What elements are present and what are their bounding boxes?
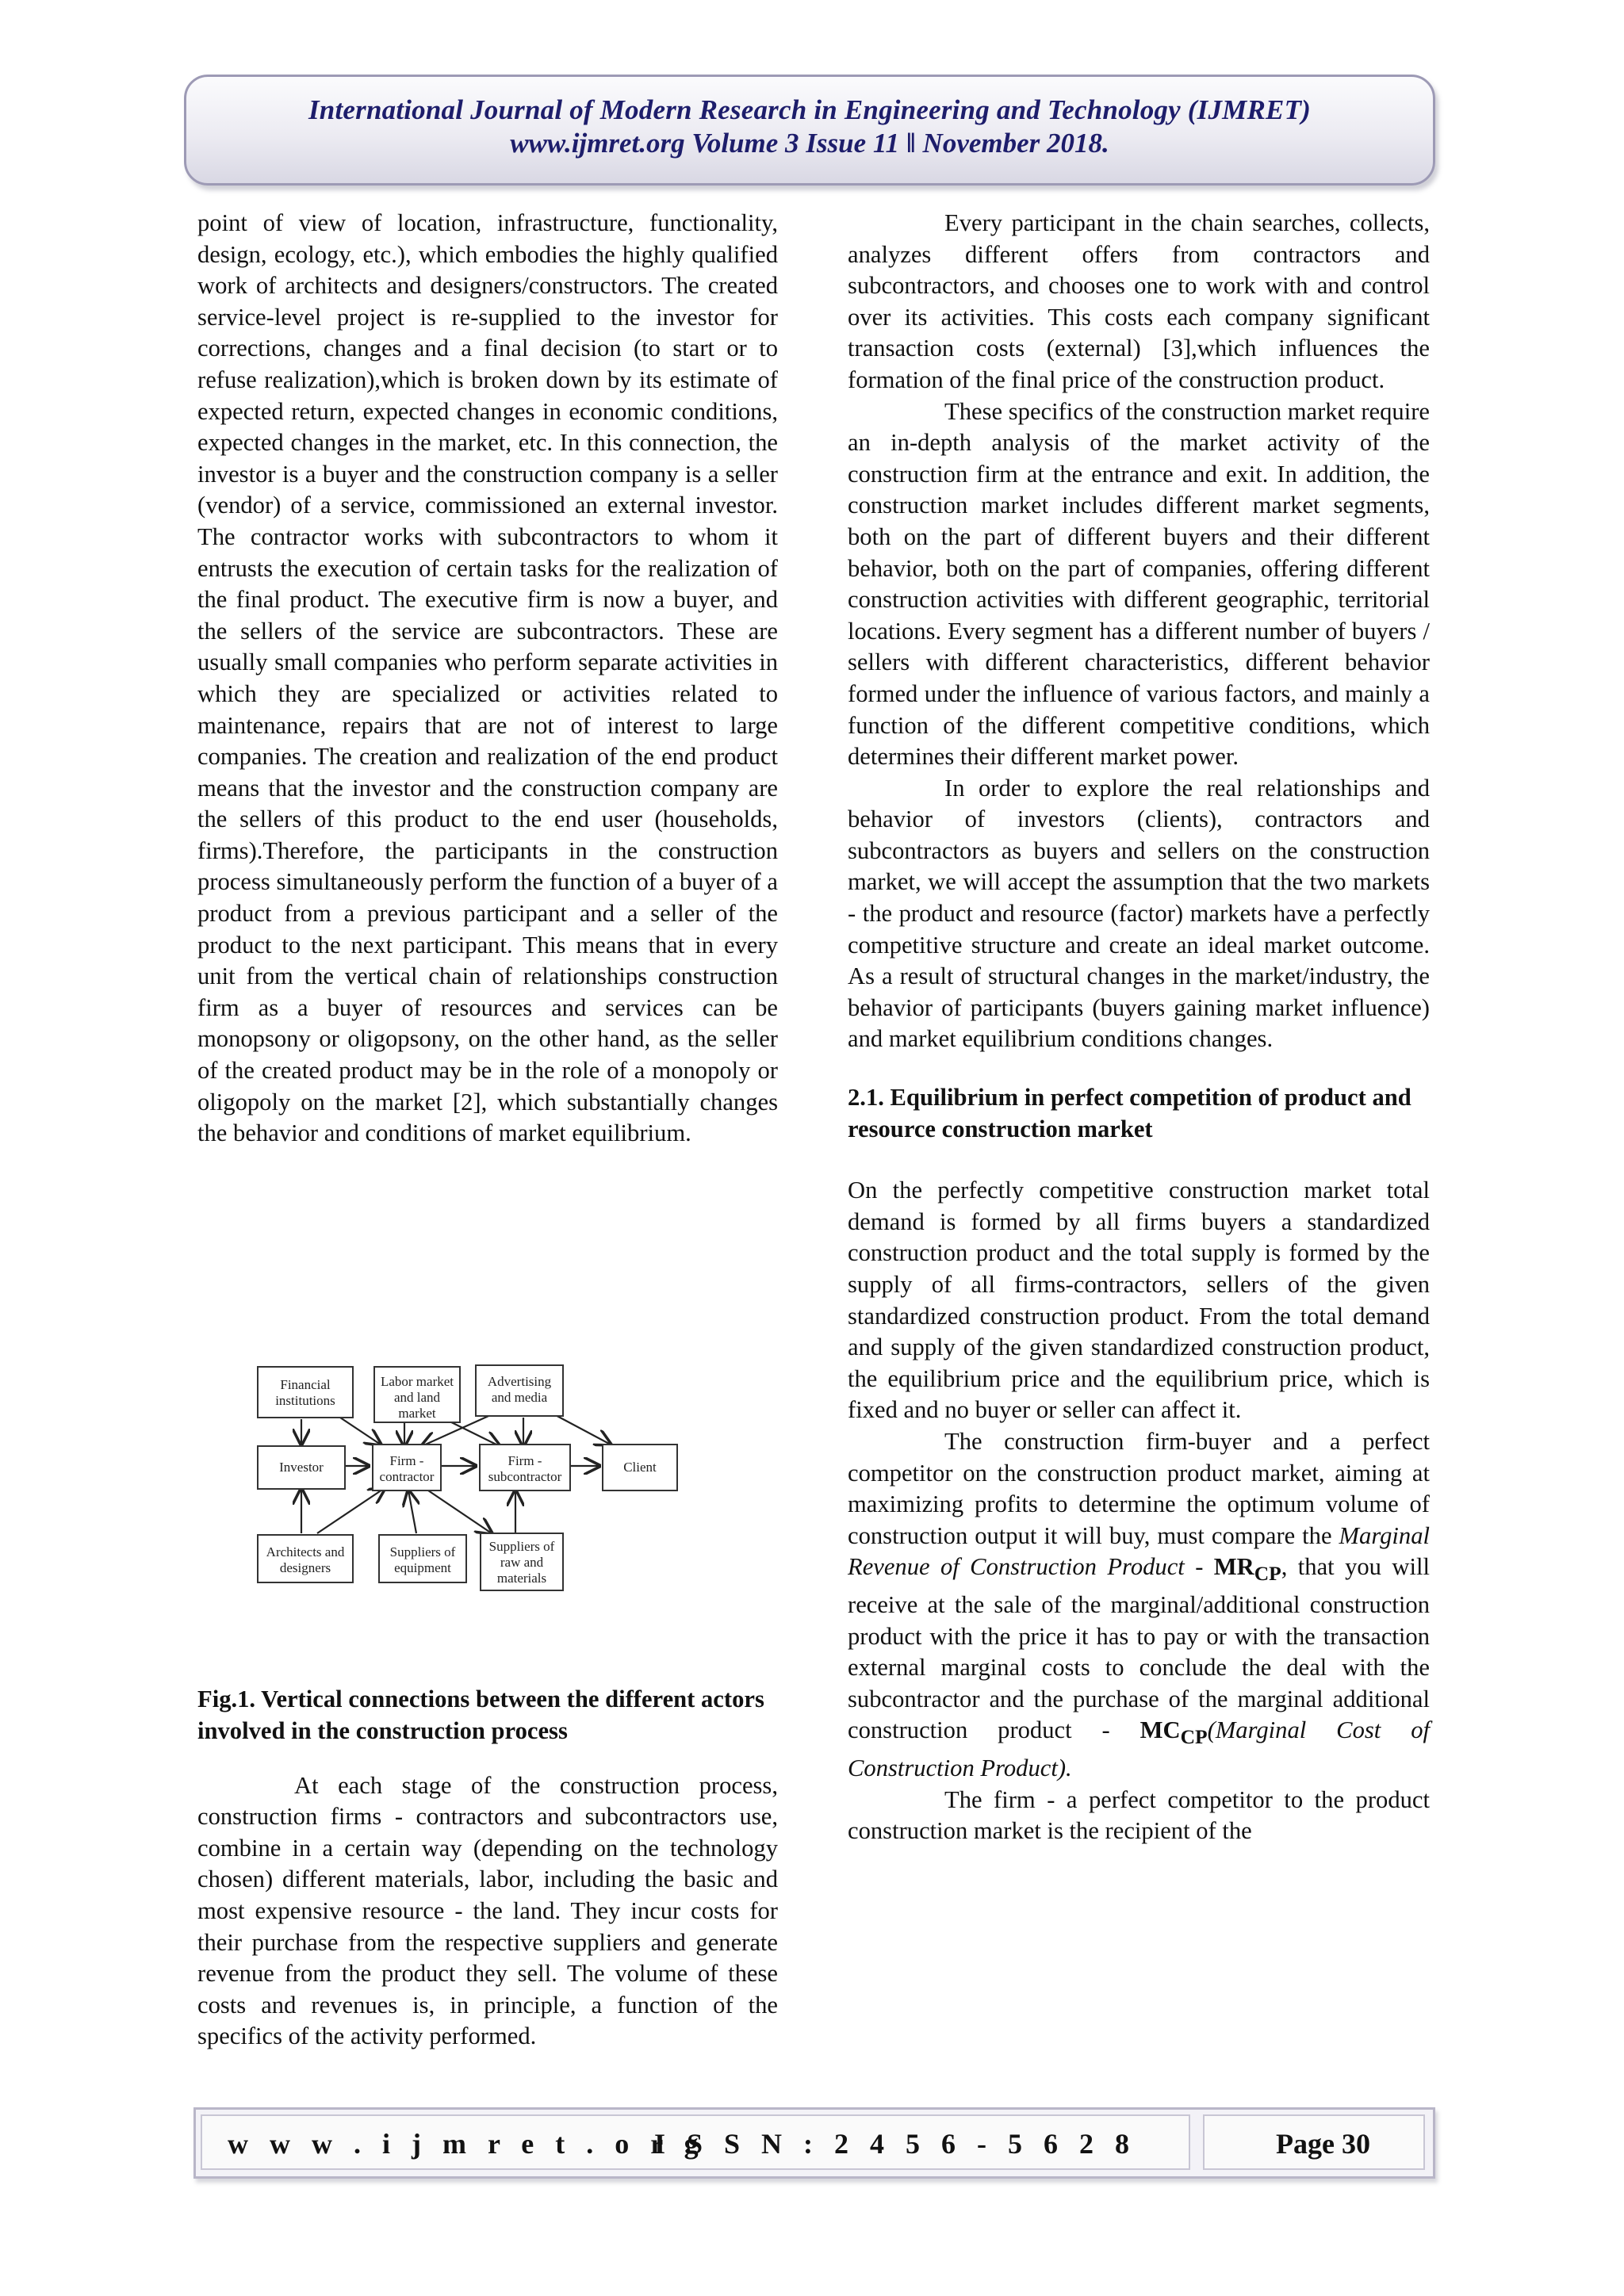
page-number: Page 30 bbox=[1276, 2128, 1370, 2160]
arrow-architects-contractor bbox=[317, 1488, 385, 1533]
arrow-equipment-contractor bbox=[408, 1490, 416, 1533]
box-label: market bbox=[398, 1406, 436, 1421]
box-suppliers-equipment bbox=[379, 1535, 466, 1582]
term-mc: (Marginal Cost of Construction Product). bbox=[848, 1716, 1430, 1782]
box-label: Suppliers of bbox=[389, 1544, 456, 1559]
box-firm-subcontractor bbox=[480, 1445, 570, 1490]
paragraph-marginal bbox=[848, 1426, 1430, 1785]
box-label: and land bbox=[393, 1390, 441, 1405]
paragraph: At each stage of the construction process, construction firms - contractors and subcontractors use, combine in a certain way (depending on the technology chosen) different materials, labor, including the basic and most expensive resource - the land. They incur costs for their purchase from the respective suppliers and generate revenue from the product they sell. The volume of these costs and revenues is, in principle, a function of the specifics of the activity performed. bbox=[197, 1771, 778, 2050]
text: , that you will receive at the sale of the marginal/additional construction product with the price it has to pay or with the transaction external marginal costs to conclude the deal with the subcontractor and the purchase of the marginal additional construction product - bbox=[848, 1553, 1430, 1744]
box-label: institutions bbox=[275, 1393, 335, 1408]
box-label: Labor market bbox=[380, 1374, 454, 1389]
box-label: Suppliers of bbox=[488, 1539, 555, 1554]
journal-header bbox=[184, 75, 1435, 186]
box-label: Advertising bbox=[487, 1374, 552, 1389]
paragraph: point of view of location, infrastructure, functionality, design, ecology, etc.), which embodies the highly qualified work of architects and designers/constructors. The created service-level project is re-supplied to the investor for corrections, changes and a final decision (to start or to refuse realization),which is broken down by its estimate of expected return, expected changes in economic conditions, expected changes in the market, etc. In this connection, the investor is a buyer and the construction company is a seller (vendor) of a service, commissioned an external investor. The contractor works with subcontractors to whom it entrusts the execution of certain tasks for the realization of the final product. The executive firm is now a buyer, and the sellers of the service are subcontractors. These are usually small companies who perform separate activities in which they are specialized or activities related to maintenance, repairs that are not of interest to large companies. The creation and realization of the end product means that the investor and the construction company are the sellers of this product to the end user (households, firms).Therefore, the participants in the construction process simultaneously perform the function of a buyer of a product from a previous participant and a seller of the product to the next participant. This means that in every unit from the vertical chain of relationships construction firm as a buyer of resources and services can be monopsony or oligopsony, on the other hand, as the seller of the created product may be in the role of a monopoly or oligopoly on the market [2], which substantially changes the behavior and conditions of market equilibrium. bbox=[197, 209, 778, 1147]
arrow-advertising-client bbox=[551, 1413, 611, 1445]
box-label: raw and bbox=[500, 1555, 544, 1570]
paragraph: The firm - a perfect competitor to the product construction market is the recipient of the bbox=[848, 1785, 1430, 1845]
box-labor-market bbox=[374, 1367, 460, 1422]
arrow-contractor-materials bbox=[428, 1490, 492, 1533]
box-label: Architects and bbox=[266, 1544, 345, 1559]
left-column-bottom bbox=[197, 1746, 778, 2077]
paragraph: Every participant in the chain searches, collects, analyzes different offers from contractors and subcontractors, and chooses one to work with and control over its activities. This costs each company significant transaction costs (external) [3],which influences the formation of the final price of the construction product. bbox=[848, 209, 1430, 393]
symbol-sub: CP bbox=[1180, 1725, 1208, 1749]
paragraph: On the perfectly competitive construction market total demand is formed by all firms buyers a standardized construction product and the total supply is formed by the supply of all firms-contractors, sellers of the given standardized construction product. From the total demand and supply of the given standardized construction product, the equilibrium price and the equilibrium price, which is fixed and no buyer or seller can affect it. bbox=[848, 1177, 1430, 1424]
paragraph: These specifics of the construction market require an in-depth analysis of the market activity of the construction firm at the entrance and exit. In addition, the construction market includes different market segments, both on the part of different buyers and their different behavior, both on the part of companies, offering different construction activities with different geographic, territorial locations. Every segment has a different number of buyers / sellers with different characteristics, different behavior formed under the influence of various factors, and mainly a function of the different competitive conditions, which determines their different market power. bbox=[848, 397, 1430, 771]
box-architects-designers bbox=[258, 1535, 353, 1582]
box-label: subcontractor bbox=[488, 1469, 562, 1484]
box-label: and media bbox=[491, 1390, 548, 1405]
text: - bbox=[1184, 1553, 1214, 1581]
box-label: Financial bbox=[280, 1377, 331, 1392]
box-client bbox=[603, 1445, 677, 1490]
text: The construction firm-buyer and a perfect competitor on the construction product market, aiming at maximizing profits to determine the optimum volume of construction output it will buy, must compare the bbox=[848, 1427, 1430, 1549]
right-column bbox=[848, 208, 1430, 1847]
page-footer bbox=[193, 2107, 1435, 2179]
box-label: Investor bbox=[279, 1460, 324, 1475]
box-label: materials bbox=[496, 1571, 547, 1586]
footer-url: w w w . i j m r e t . o r g bbox=[228, 2128, 706, 2160]
symbol-sub: CP bbox=[1254, 1562, 1281, 1586]
figure-vertical-connections bbox=[238, 1326, 714, 1674]
footer-right-panel bbox=[1203, 2114, 1425, 2170]
figure-caption: Fig.1. Vertical connections between the different actors involved in the construction process bbox=[197, 1686, 764, 1744]
box-label: designers bbox=[279, 1560, 331, 1575]
box-advertising-media bbox=[476, 1365, 563, 1416]
box-financial-institutions bbox=[258, 1367, 353, 1418]
box-label: contractor bbox=[379, 1469, 435, 1484]
journal-title: International Journal of Modern Research in Engineering and Technology (IJMRET) bbox=[308, 94, 1312, 125]
paragraph: In order to explore the real relationships and behavior of investors (clients), contractors and subcontractors as buyers and sellers on the construction market, we will accept the assumption that the two markets - the product and resource (factor) markets have a perfectly competitive structure and create an ideal market outcome. As a result of structural changes in the market/industry, the behavior of participants (buyers gaining market influence) and market equilibrium conditions changes. bbox=[848, 774, 1430, 1053]
symbol-mc bbox=[1139, 1716, 1208, 1749]
box-label: Firm - bbox=[389, 1453, 424, 1468]
symbol-text: MC bbox=[1139, 1716, 1181, 1744]
box-firm-contractor bbox=[373, 1445, 441, 1490]
symbol-text: MR bbox=[1213, 1553, 1254, 1581]
footer-left-panel bbox=[201, 2114, 1190, 2170]
box-suppliers-materials bbox=[481, 1533, 563, 1590]
box-label: equipment bbox=[394, 1560, 451, 1575]
footer-issn: I S S N : 2 4 5 6 - 5 6 2 8 bbox=[654, 2128, 1137, 2160]
diagram bbox=[238, 1326, 714, 1674]
term-mr: Marginal Revenue of Construction Product bbox=[848, 1521, 1430, 1581]
left-column bbox=[197, 208, 778, 1150]
box-investor bbox=[258, 1446, 345, 1489]
section-heading: 2.1. Equilibrium in perfect competition of product and resource construction market bbox=[848, 1084, 1411, 1142]
box-label: Firm - bbox=[508, 1453, 542, 1468]
symbol-mr bbox=[1213, 1553, 1281, 1586]
box-label: Client bbox=[623, 1460, 657, 1475]
journal-issue: www.ijmret.org Volume 3 Issue 11 ǁ November 2018. bbox=[510, 128, 1109, 159]
